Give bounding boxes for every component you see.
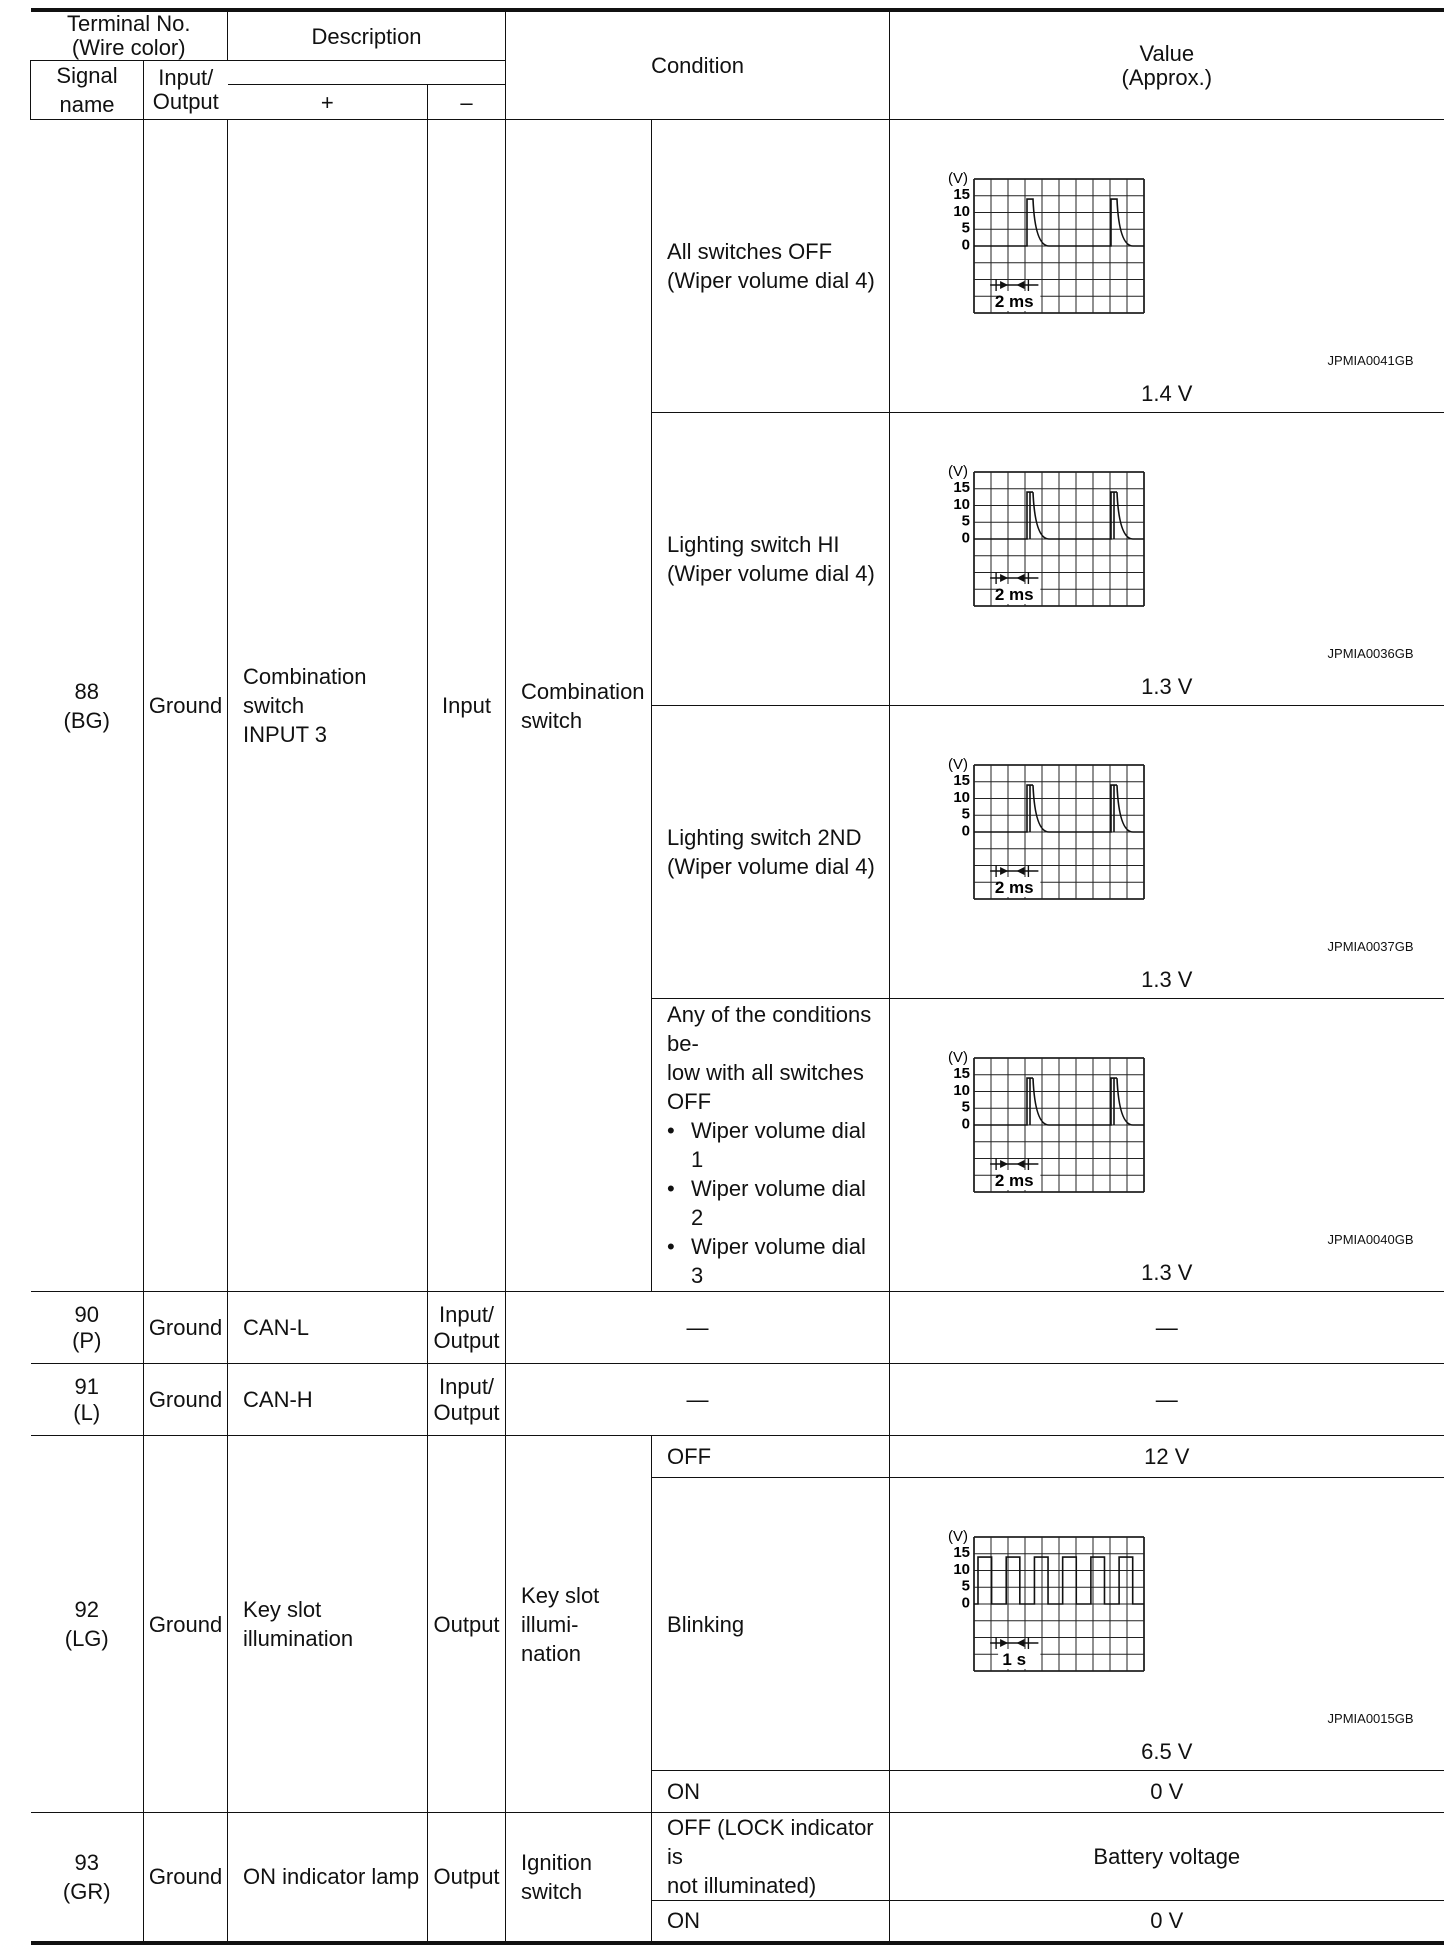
tick-label: 15 [953, 771, 971, 789]
value-text: 1.3 V [1141, 1259, 1193, 1285]
condition-88-2: Lighting switch 2ND (Wiper volume dial 4) [652, 706, 890, 999]
input-output-header: Input/ Output [144, 61, 228, 120]
condition-92-2: ON [652, 1771, 890, 1813]
value-88-1 [890, 413, 1444, 706]
condition-group-92: Key slot illumi- nation [506, 1436, 652, 1813]
tick-label: 5 [961, 805, 971, 822]
value-text: 6.5 V [1141, 1738, 1193, 1764]
condition-88-0: All switches OFF (Wiper volume dial 4) [652, 120, 890, 413]
condition-93-1: ON [652, 1901, 890, 1943]
tick-label: 10 [953, 1081, 971, 1099]
io-92: Output [428, 1436, 506, 1813]
value-90: — [890, 1292, 1444, 1364]
wire-color: (LG) [64, 1626, 109, 1651]
ground-92: Ground [144, 1436, 228, 1813]
wire-color: (L) [73, 1399, 101, 1425]
value-92-2: 0 V [890, 1771, 1444, 1813]
condition-group-93: Ignition switch [506, 1813, 652, 1943]
tick-label: 5 [961, 219, 971, 236]
scale-arrow [1000, 1639, 1008, 1647]
terminal-91 [31, 1364, 144, 1436]
ground-88: Ground [144, 120, 228, 1292]
waveform-figure [934, 1517, 1174, 1697]
time-scale-label: 2 ms [994, 584, 1034, 604]
signal-name-header: Signal name [31, 61, 144, 120]
terminal-92 [31, 1436, 144, 1813]
time-scale-label: 1 s [1002, 1649, 1027, 1669]
scale-arrow [1000, 574, 1008, 582]
tick-label: 0 [961, 235, 971, 253]
unit-label: (V) [948, 1527, 969, 1545]
wire-color: (GR) [62, 1878, 111, 1904]
scale-arrow [1000, 1160, 1008, 1168]
plus-header: + [228, 85, 428, 120]
condition-bullet: • Wiper volume dial 3 [667, 1232, 883, 1290]
ground-93: Ground [144, 1813, 228, 1943]
tick-label: 0 [961, 528, 971, 546]
unit-label: (V) [948, 169, 969, 187]
condition-text: Any of the conditions be- low with all switches OFF [667, 1002, 872, 1114]
figure-code: JPMIA0040GB [1327, 1231, 1414, 1247]
tick-label: 15 [953, 1064, 971, 1082]
io-93: Output [428, 1813, 506, 1943]
figure-code: JPMIA0015GB [1327, 1710, 1414, 1726]
scale-arrow [1016, 574, 1024, 582]
io-90: Input/ Output [428, 1292, 506, 1364]
approx-label: (Approx.) [1121, 64, 1213, 90]
scale-arrow [1000, 867, 1008, 875]
unit-label: (V) [948, 1048, 969, 1066]
minus-header: – [428, 85, 506, 120]
terminal-number: 91 [74, 1373, 99, 1399]
value-text: 1.3 V [1141, 966, 1193, 992]
tick-label: 10 [953, 202, 971, 220]
signal-92: Key slot illumination [228, 1436, 428, 1813]
wire-color-label: (Wire color) [71, 35, 186, 60]
value-91: — [890, 1364, 1444, 1436]
figure-code: JPMIA0036GB [1327, 645, 1414, 661]
condition-bullet: • Wiper volume dial 2 [667, 1174, 883, 1232]
figure-code: JPMIA0037GB [1327, 938, 1414, 954]
condition-bullet-list [667, 1116, 883, 1290]
tick-label: 0 [961, 1114, 971, 1132]
value-93-0: Battery voltage [890, 1813, 1444, 1901]
terminal-number: 93 [74, 1849, 99, 1875]
description-header: Description [228, 10, 506, 61]
condition-bullet: • Wiper volume dial 1 [667, 1116, 883, 1174]
tick-label: 15 [953, 478, 971, 496]
tick-label: 10 [953, 1560, 971, 1578]
tick-label: 5 [961, 512, 971, 529]
terminal-number: 90 [74, 1301, 99, 1327]
waveform-figure [934, 1038, 1174, 1218]
value-92-1 [890, 1478, 1444, 1771]
signal-88: Combination switch INPUT 3 [228, 120, 428, 1292]
wire-color: (P) [72, 1327, 102, 1353]
unit-label: (V) [948, 462, 969, 480]
ground-91: Ground [144, 1364, 228, 1436]
condition-header: Condition [506, 10, 890, 120]
terminal-number: 92 [74, 1597, 99, 1622]
value-label: Value [1139, 40, 1195, 66]
tick-label: 15 [953, 1543, 971, 1561]
tick-label: 0 [961, 1593, 971, 1611]
time-scale-label: 2 ms [994, 877, 1034, 897]
value-92-0: 12 V [890, 1436, 1444, 1478]
condition-91: — [506, 1364, 890, 1436]
time-scale-label: 2 ms [994, 291, 1034, 311]
scale-arrow [1016, 867, 1024, 875]
wire-color: (BG) [63, 707, 110, 733]
scale-arrow [1016, 281, 1024, 289]
terminal-90 [31, 1292, 144, 1364]
condition-92-1: Blinking [652, 1478, 890, 1771]
condition-88-1: Lighting switch HI (Wiper volume dial 4) [652, 413, 890, 706]
tick-label: 5 [961, 1098, 971, 1115]
signal-93: ON indicator lamp [228, 1813, 428, 1943]
terminal-93 [31, 1813, 144, 1943]
signal-90: CAN-L [228, 1292, 428, 1364]
condition-93-0: OFF (LOCK indicator is not illuminated) [652, 1813, 890, 1901]
unit-label: (V) [948, 755, 969, 773]
tick-label: 15 [953, 185, 971, 203]
time-scale-label: 2 ms [994, 1170, 1034, 1190]
value-header [890, 10, 1444, 120]
value-text: 1.4 V [1141, 380, 1193, 406]
waveform-figure [934, 159, 1174, 339]
signal-91: CAN-H [228, 1364, 428, 1436]
condition-group-88: Combination switch [506, 120, 652, 1292]
scale-arrow [1016, 1639, 1024, 1647]
terminal-spec-table [30, 8, 1444, 1945]
io-88: Input [428, 120, 506, 1292]
tick-label: 5 [961, 1577, 971, 1594]
value-88-2 [890, 706, 1444, 999]
tick-label: 10 [953, 495, 971, 513]
value-93-1: 0 V [890, 1901, 1444, 1943]
io-91: Input/ Output [428, 1364, 506, 1436]
scale-arrow [1000, 281, 1008, 289]
terminal-number: 88 [74, 678, 99, 704]
terminal-88 [31, 120, 144, 1292]
scale-arrow [1016, 1160, 1024, 1168]
value-88-3 [890, 999, 1444, 1292]
tick-label: 0 [961, 821, 971, 839]
terminal-no-header [31, 10, 228, 61]
tick-label: 10 [953, 788, 971, 806]
waveform-figure [934, 745, 1174, 925]
waveform-figure [934, 452, 1174, 632]
value-text: 1.3 V [1141, 673, 1193, 699]
condition-90: — [506, 1292, 890, 1364]
figure-code: JPMIA0041GB [1327, 352, 1414, 368]
condition-92-0: OFF [652, 1436, 890, 1478]
condition-88-3 [652, 999, 890, 1292]
value-88-0 [890, 120, 1444, 413]
ground-90: Ground [144, 1292, 228, 1364]
terminal-no-label: Terminal No. [67, 11, 191, 36]
